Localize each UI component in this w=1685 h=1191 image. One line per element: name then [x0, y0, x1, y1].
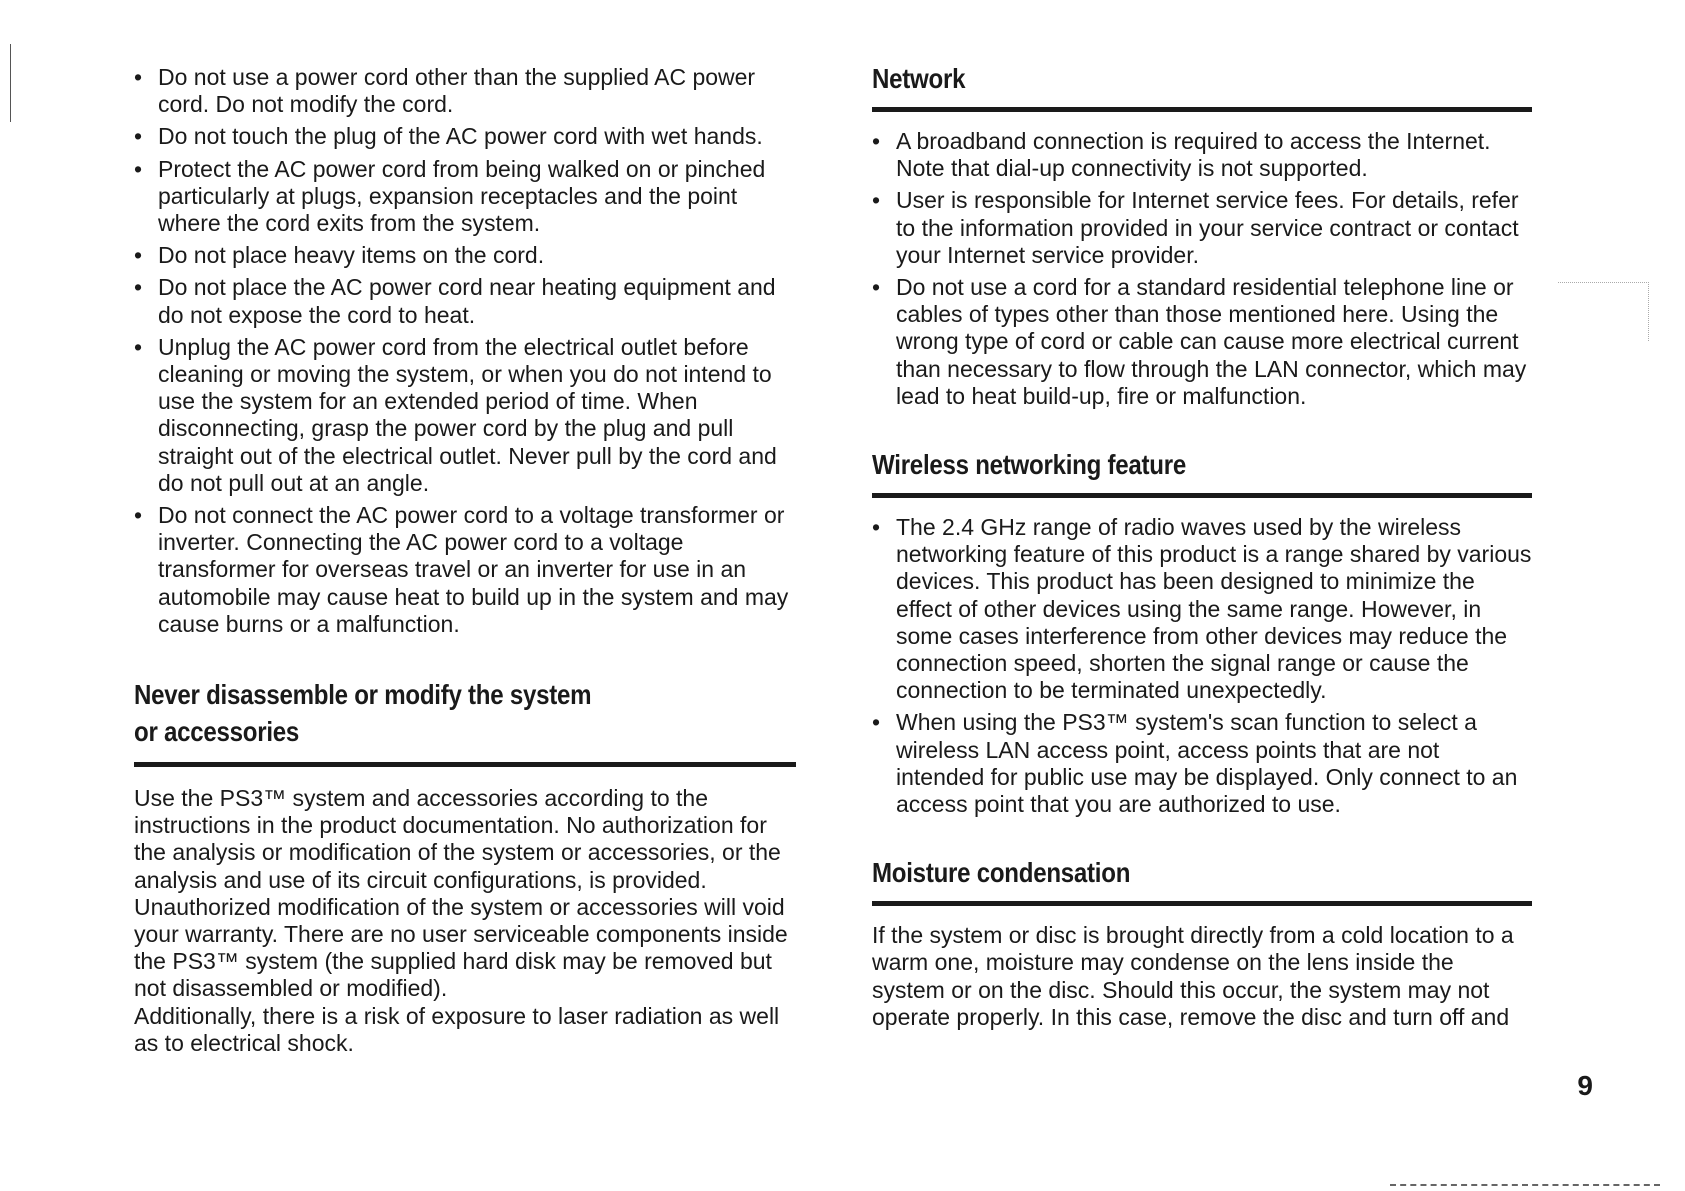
bullet-item: • When using the PS3™ system's scan function to select a wireless LAN access point, access points that are not intended for public use may be displayed. Only connect to an access point that you are authorized to use.: [872, 709, 1532, 818]
wireless-bullets: [872, 514, 1532, 818]
page-number: 9: [1577, 1070, 1593, 1101]
section-rule: [872, 901, 1532, 906]
section-heading-disassemble: Never disassemble or modify the system or accessories: [134, 679, 592, 748]
power-cord-bullets: [134, 64, 796, 638]
bullet-item: • Unplug the AC power cord from the electrical outlet before cleaning or moving the system, or when you do not intend to use the system for an extended period of time. When disconnecting, grasp the power cord by the plug and pull straight out of the electrical outlet. Never pull by the cord and do not pull out at an angle.: [134, 334, 796, 497]
margin-mark: [1558, 282, 1649, 341]
disassemble-text: Use the PS3™ system and accessories according to the instructions in the product documentation. No authorization for the analysis or modification of the system or accessories, or the analysis and use of its circuit configurations, is provided. Unauthorized modification of the system or accessories will void your warranty. There are no user serviceable components inside the PS3™ system (the supplied hard disk may be removed but not disassembled or modified).: [134, 785, 788, 1002]
bullet-item: • Do not place the AC power cord near heating equipment and do not expose the cord to heat.: [134, 274, 796, 328]
section-rule: [134, 762, 796, 767]
moisture-text: If the system or disc is brought directly from a cold location to a warm one, moisture may condense on the lens inside the system or on the disc. Should this occur, the system may not operate properly. In this case, remove the disc and turn off and: [872, 922, 1514, 1030]
network-bullets: [872, 128, 1532, 410]
bullet-item: • Do not connect the AC power cord to a voltage transformer or inverter. Connecting the AC power cord to a voltage transformer for overseas travel or an inverter for use in an automobile may cause heat to build up in the system and may cause burns or a malfunction.: [134, 502, 796, 638]
bullet-item: • Protect the AC power cord from being walked on or pinched particularly at plugs, expansion receptacles and the point where the cord exits from the system.: [134, 156, 796, 238]
section-heading-network: Network: [872, 63, 966, 94]
section-rule: [872, 107, 1532, 112]
left-column: [134, 0, 796, 1057]
bullet-item: • The 2.4 GHz range of radio waves used by the wireless networking feature of this product is a range shared by various devices. This product has been designed to minimize the effect of other devices using the same range. However, in some cases interference from other devices may reduce the connection speed, shorten the signal range or cause the connection to be terminated unexpectedly.: [872, 514, 1532, 704]
bullet-item: • A broadband connection is required to access the Internet. Note that dial-up connectivity is not supported.: [872, 128, 1532, 182]
bullet-item: • Do not use a power cord other than the supplied AC power cord. Do not modify the cord.: [134, 64, 796, 118]
bullet-item: • User is responsible for Internet service fees. For details, refer to the information provided in your service contract or contact your Internet service provider.: [872, 187, 1532, 269]
bullet-item: • Do not use a cord for a standard residential telephone line or cables of types other than those mentioned here. Using the wrong type of cord or cable can cause more electrical current than necessary to flow through the LAN connector, which may lead to heat build-up, fire or malfunction.: [872, 274, 1532, 410]
section-heading-moisture: Moisture condensation: [872, 857, 1131, 889]
footer-line: [1390, 1184, 1660, 1188]
section-heading-wireless: Wireless networking feature: [872, 449, 1186, 481]
bullet-item: • Do not touch the plug of the AC power cord with wet hands.: [134, 123, 796, 150]
right-column: [872, 0, 1532, 1031]
disassemble-text-2: Additionally, there is a risk of exposure to laser radiation as well as to electrical shock.: [134, 1002, 780, 1056]
section-rule: [872, 493, 1532, 498]
bullet-item: • Do not place heavy items on the cord.: [134, 242, 796, 269]
margin-line: [10, 44, 11, 122]
